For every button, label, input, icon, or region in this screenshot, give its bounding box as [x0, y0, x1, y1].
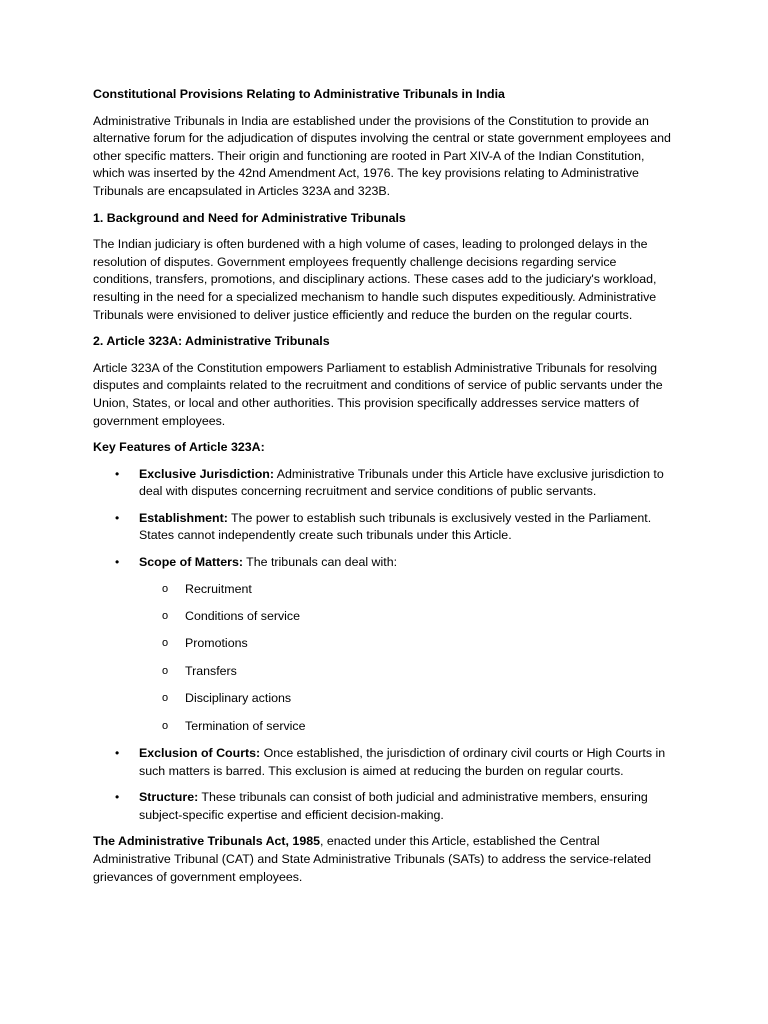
section-2-heading: 2. Article 323A: Administrative Tribunals [93, 334, 330, 349]
list-item [93, 466, 676, 501]
section-1-paragraph: The Indian judiciary is often burdened with a high volume of cases, leading to prolonged delays in the resolution of disputes. Government employees frequently challenge decisions regarding service conditions, transfers, promotions, and disciplinary actions. These cases add to the judiciary's workload, resulting in the need for a specialized mechanism to handle such disputes expeditiously. Administrative Tribunals were envisioned to deliver justice efficiently and reduce the burden on the regular courts. [93, 237, 657, 322]
circle-bullet-icon: o [162, 664, 169, 677]
circle-bullet-icon: o [162, 637, 169, 650]
document-title: Constitutional Provisions Relating to Administrative Tribunals in India [93, 87, 505, 101]
sub-list-item [139, 581, 676, 599]
feature-label: Scope of Matters: [139, 555, 243, 570]
scope-sublist [139, 581, 676, 736]
sub-list-item [139, 690, 676, 708]
feature-label: Establishment: [139, 510, 228, 525]
list-item [93, 789, 676, 824]
sub-list-item [139, 635, 676, 653]
feature-label: Exclusive Jurisdiction: [139, 466, 274, 481]
list-item [93, 745, 676, 780]
list-item [93, 554, 676, 735]
scope-item-text: Termination of service [185, 718, 306, 733]
circle-bullet-icon: o [162, 610, 169, 623]
feature-text: The power to establish such tribunals is exclusively vested in the Parliament. States cannot independently create such tribunals under this Article. [139, 510, 652, 543]
circle-bullet-icon: o [162, 582, 169, 595]
closing-paragraph [93, 833, 676, 886]
bullet-icon: • [115, 746, 120, 760]
bullet-icon: • [115, 466, 120, 481]
scope-item-text: Disciplinary actions [185, 691, 292, 706]
bullet-icon: • [115, 555, 120, 570]
section-1-heading: 1. Background and Need for Administrative Tribunals [93, 210, 406, 225]
bullet-icon: • [115, 510, 120, 525]
closing-text: , enacted under this Article, established the Central Administrative Tribunal (CAT) and State Administrative Tribunals (SATs) to address the service-related grievances of government employees. [93, 834, 652, 884]
act-name: The Administrative Tribunals Act, 1985 [93, 834, 320, 849]
sub-list-item [139, 663, 676, 681]
section-2-paragraph: Article 323A of the Constitution empowers Parliament to establish Administrative Tribunals for resolving disputes and complaints related to the recruitment and conditions of service of public servants under the Union, States, or local and other authorities. This provision specifically addresses service matters of government employees. [93, 360, 663, 428]
scope-item-text: Recruitment [185, 581, 252, 596]
circle-bullet-icon: o [162, 692, 169, 705]
scope-item-text: Promotions [185, 636, 248, 651]
circle-bullet-icon: o [162, 719, 169, 732]
feature-text: Once established, the jurisdiction of ordinary civil courts or High Courts in such matters is barred. This exclusion is aimed at reducing the burden on regular courts. [139, 746, 666, 778]
feature-label: Exclusion of Courts: [139, 746, 261, 760]
sub-list-item [139, 608, 676, 626]
key-features-heading: Key Features of Article 323A: [93, 440, 265, 455]
feature-label: Structure: [139, 790, 199, 805]
intro-paragraph: Administrative Tribunals in India are established under the provisions of the Constitution to provide an alternative forum for the adjudication of disputes involving the central or state government employees and other specific matters. Their origin and functioning are rooted in Part XIV-A of the Indian Constitution, which was inserted by the 42nd Amendment Act, 1976. The key provisions relating to Administrative Tribunals are encapsulated in Articles 323A and 323B. [93, 113, 671, 198]
sub-list-item [139, 718, 676, 736]
scope-item-text: Conditions of service [185, 609, 301, 624]
feature-text: These tribunals can consist of both judicial and administrative members, ensuring subject-specific expertise and efficient decision-making. [139, 790, 648, 822]
key-features-list [93, 466, 676, 825]
scope-item-text: Transfers [185, 663, 237, 678]
feature-text: Administrative Tribunals under this Article have exclusive jurisdiction to deal with disputes concerning recruitment and service conditions of public servants. [139, 466, 664, 499]
feature-text: The tribunals can deal with: [242, 555, 398, 570]
bullet-icon: • [115, 790, 120, 805]
list-item [93, 510, 676, 545]
